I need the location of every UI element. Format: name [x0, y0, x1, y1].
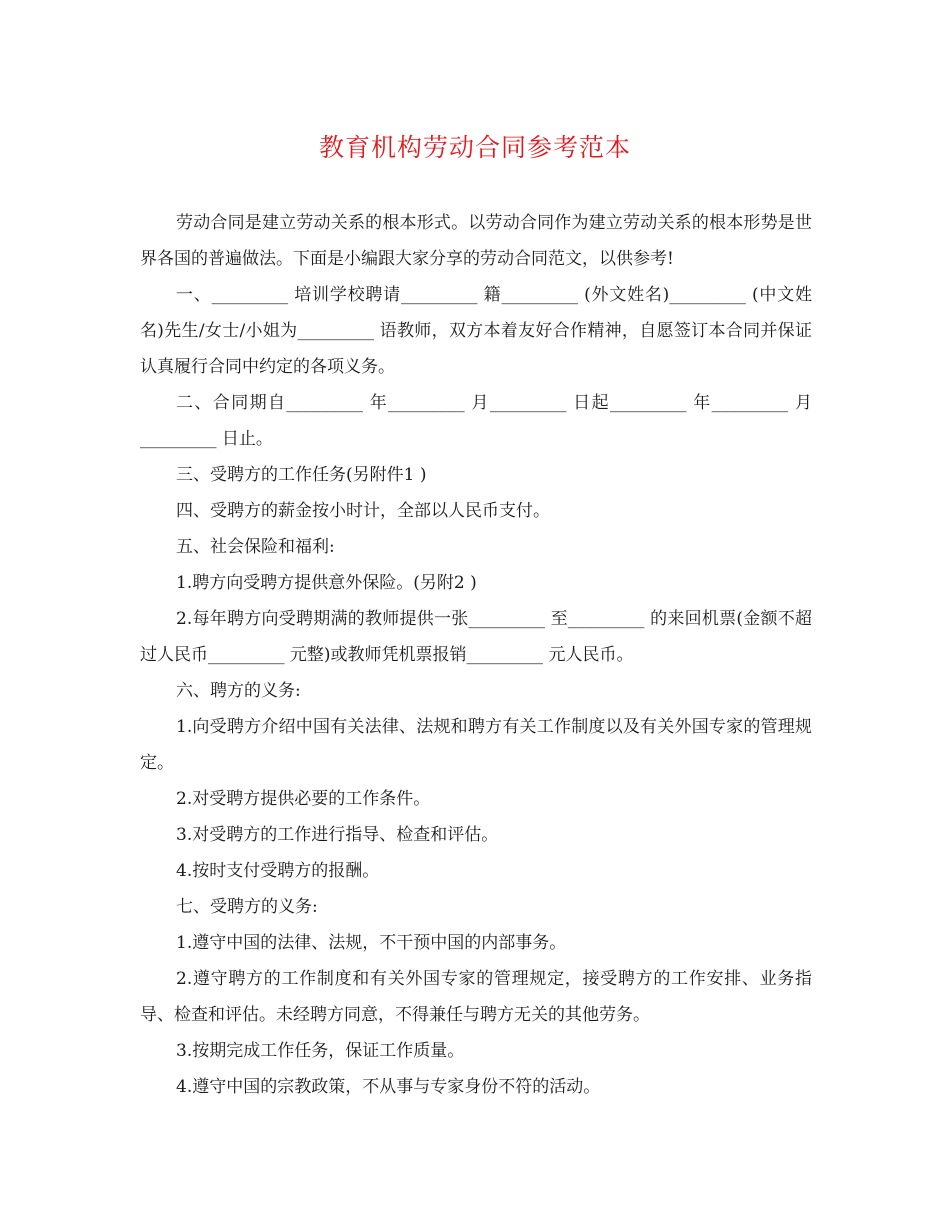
clause-5-item-2: 2.每年聘方向受聘期满的教师提供一张_________ 至_________ 的来回机票(金额不超过人民币_________ 元整)或教师凭机票报销_________ 元人民币。: [140, 609, 812, 665]
clause-7-item-2: 2.遵守聘方的工作制度和有关外国专家的管理规定，接受聘方的工作安排、业务指导、检查和评估。未经聘方同意，不得兼任与聘方无关的其他劳务。: [140, 969, 812, 1025]
clause-3-tasks: 三、受聘方的工作任务(另附件1 ): [176, 465, 427, 485]
clause-6-item-3: 3.对受聘方的工作进行指导、检查和评估。: [176, 825, 499, 845]
clause-6-item-2: 2.对受聘方提供必要的工作条件。: [176, 789, 431, 809]
clause-6-heading: 六、聘方的义务:: [176, 681, 301, 701]
clause-2-term: 二、合同期自_________ 年_________ 月_________ 日起_________ 年_________ 月_________ 日止。: [140, 393, 812, 449]
clause-7-heading: 七、受聘方的义务:: [176, 897, 318, 917]
document-title: 教育机构劳动合同参考范本: [318, 133, 631, 162]
clause-5-heading: 五、社会保险和福利:: [176, 537, 335, 557]
clause-7-item-4: 4.遵守中国的宗教政策，不从事与专家身份不符的活动。: [176, 1077, 601, 1097]
clause-7-item-3: 3.按期完成工作任务，保证工作质量。: [176, 1041, 465, 1061]
clause-5-item-1: 1.聘方向受聘方提供意外保险。(另附2 ): [176, 573, 477, 593]
clause-6-item-4: 4.按时支付受聘方的报酬。: [176, 861, 380, 881]
clause-7-item-1: 1.遵守中国的法律、法规，不干预中国的内部事务。: [176, 933, 567, 953]
clause-1: 一、_________ 培训学校聘请_________ 籍_________ (外文姓名)_________ (中文姓名)先生/女士/小姐为_________ 语教师，双方本着友好合作精神，自愿签订本合同并保证认真履行合同中约定的各项义务。: [140, 285, 812, 377]
intro-paragraph: 劳动合同是建立劳动关系的根本形式。以劳动合同作为建立劳动关系的根本形势是世界各国的普遍做法。下面是小编跟大家分享的劳动合同范文，以供参考!: [140, 213, 812, 269]
clause-6-item-1: 1.向受聘方介绍中国有关法律、法规和聘方有关工作制度以及有关外国专家的管理规定。: [140, 717, 812, 773]
document-body: [140, 205, 812, 1105]
clause-4-salary: 四、受聘方的薪金按小时计，全部以人民币支付。: [176, 501, 550, 521]
